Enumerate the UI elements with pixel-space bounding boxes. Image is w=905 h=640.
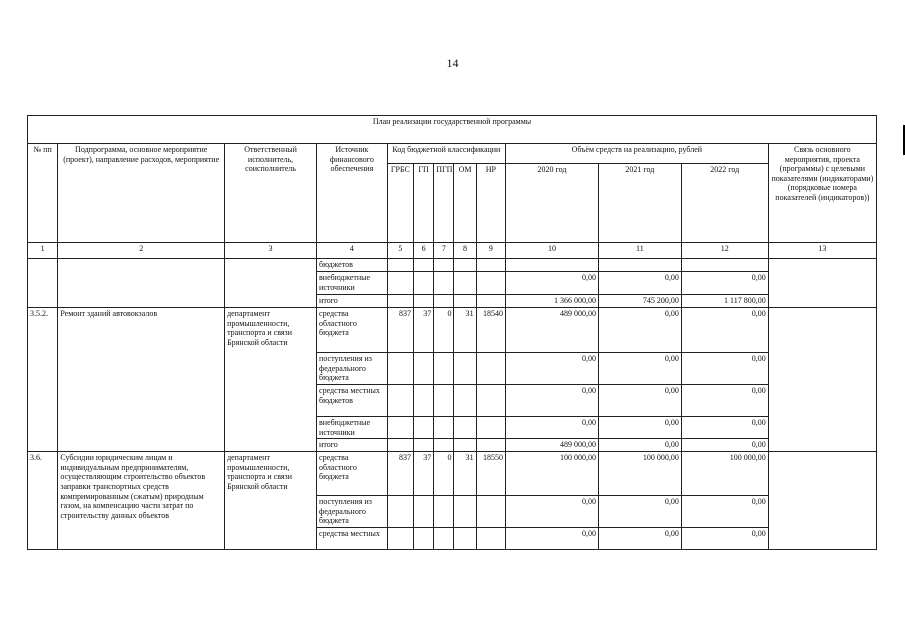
cell-source: итого (317, 295, 388, 308)
cell-2020: 100 000,00 (505, 452, 598, 496)
cell-grbs: 837 (387, 308, 413, 353)
cell-2022: 0,00 (681, 308, 768, 353)
cell-2021: 0,00 (598, 353, 681, 385)
cell-2022: 0,00 (681, 527, 768, 549)
cell-gp (414, 272, 434, 295)
cell-om: 31 (454, 308, 476, 353)
cell-grbs: 837 (387, 452, 413, 496)
cell-pgp: 0 (434, 452, 454, 496)
col-num: 9 (476, 243, 505, 259)
cell-pgp (434, 385, 454, 417)
cell-source: внебюджетные источники (317, 417, 388, 439)
cell-grbs (387, 259, 413, 272)
cell-source: внебюджетные источники (317, 272, 388, 295)
cell-2022: 0,00 (681, 353, 768, 385)
cell-grbs (387, 496, 413, 528)
cell-2022: 0,00 (681, 496, 768, 528)
cell-gp (414, 439, 434, 452)
cell-2020: 0,00 (505, 496, 598, 528)
cell-source: итого (317, 439, 388, 452)
cell-grbs (387, 353, 413, 385)
cell-grbs (387, 527, 413, 549)
cell-om: 31 (454, 452, 476, 496)
cell-2020: 489 000,00 (505, 308, 598, 353)
cell-nr (476, 353, 505, 385)
cell-om (454, 353, 476, 385)
cell-2020 (505, 259, 598, 272)
cell-num (28, 259, 58, 308)
cell-nr (476, 496, 505, 528)
header-gp: ГП (414, 164, 434, 243)
cell-source: поступления из федерального бюджета (317, 353, 388, 385)
cell-2020: 0,00 (505, 417, 598, 439)
cell-2020: 0,00 (505, 527, 598, 549)
cell-2022: 0,00 (681, 439, 768, 452)
table-row (28, 452, 877, 496)
cell-nr (476, 272, 505, 295)
cell-pgp (434, 295, 454, 308)
table-row (28, 308, 877, 353)
cell-nr (476, 439, 505, 452)
cell-pgp (434, 259, 454, 272)
cell-source: средства областного бюджета (317, 452, 388, 496)
cell-link (768, 259, 876, 308)
cell-2022 (681, 259, 768, 272)
header-source: Источник финансового обеспечения (317, 144, 388, 243)
col-num: 5 (387, 243, 413, 259)
cell-source: средства местных (317, 527, 388, 549)
cell-2021: 745 200,00 (598, 295, 681, 308)
header-nr: НР (476, 164, 505, 243)
cell-2022: 0,00 (681, 385, 768, 417)
col-num: 2 (58, 243, 225, 259)
cell-om (454, 385, 476, 417)
cell-link (768, 452, 876, 550)
header-program: Подпрограмма, основное мероприятие (проект), направление расходов, мероприятие (58, 144, 225, 243)
table-row (28, 259, 877, 272)
cell-program: Ремонт зданий автовокзалов (58, 308, 225, 452)
cell-2021: 0,00 (598, 417, 681, 439)
plan-title-row (28, 116, 877, 144)
cell-gp (414, 259, 434, 272)
cell-2021: 0,00 (598, 496, 681, 528)
cell-nr (476, 259, 505, 272)
cell-gp (414, 353, 434, 385)
col-num: 6 (414, 243, 434, 259)
col-num: 13 (768, 243, 876, 259)
cell-pgp (434, 417, 454, 439)
cell-gp: 37 (414, 308, 434, 353)
cell-om (454, 295, 476, 308)
cell-grbs (387, 385, 413, 417)
header-2021: 2021 год (598, 164, 681, 243)
header-pgp: ПГП (434, 164, 454, 243)
program-plan-table (27, 115, 877, 550)
header-link: Связь основного мероприятия, проекта (программы) с целевыми показателями (индикаторами) (порядковые номера показателей (индикаторов)) (768, 144, 876, 243)
cell-2022: 1 117 800,00 (681, 295, 768, 308)
cell-nr (476, 527, 505, 549)
header-row-1 (28, 144, 877, 164)
cell-responsible: департамент промышленности, транспорта и связи Брянской области (225, 452, 317, 550)
col-num: 11 (598, 243, 681, 259)
cell-nr (476, 417, 505, 439)
cell-2021: 0,00 (598, 272, 681, 295)
cell-source: средства областного бюджета (317, 308, 388, 353)
cell-2021: 0,00 (598, 308, 681, 353)
cell-nr (476, 295, 505, 308)
col-num: 7 (434, 243, 454, 259)
cell-responsible (225, 259, 317, 308)
cell-gp (414, 385, 434, 417)
col-num: 8 (454, 243, 476, 259)
cell-pgp (434, 439, 454, 452)
cell-2022: 100 000,00 (681, 452, 768, 496)
cell-2020: 0,00 (505, 272, 598, 295)
cell-pgp: 0 (434, 308, 454, 353)
cell-pgp (434, 272, 454, 295)
cell-source: бюджетов (317, 259, 388, 272)
cell-om (454, 496, 476, 528)
cell-nr: 18540 (476, 308, 505, 353)
cell-2021: 0,00 (598, 527, 681, 549)
cell-source: поступления из федерального бюджета (317, 496, 388, 528)
cell-2020: 0,00 (505, 385, 598, 417)
header-2020: 2020 год (505, 164, 598, 243)
cell-num: 3.6. (28, 452, 58, 550)
cell-gp (414, 417, 434, 439)
cell-om (454, 527, 476, 549)
cell-2022: 0,00 (681, 272, 768, 295)
cell-2022: 0,00 (681, 417, 768, 439)
cell-gp: 37 (414, 452, 434, 496)
cell-grbs (387, 272, 413, 295)
cell-program: Субсидии юридическим лицам и индивидуальным предпринимателям, осуществляющим строительство объектов заправки транспортных средств компримированным (сжатым) природным газом, на компенсацию части затрат по строительству данных объектов (58, 452, 225, 550)
cell-grbs (387, 417, 413, 439)
header-budget-code: Код бюджетной классификации (387, 144, 505, 164)
cell-num: 3.5.2. (28, 308, 58, 452)
cell-2020: 0,00 (505, 353, 598, 385)
cell-grbs (387, 439, 413, 452)
cell-om (454, 417, 476, 439)
col-num: 10 (505, 243, 598, 259)
cell-2021: 0,00 (598, 385, 681, 417)
col-num: 3 (225, 243, 317, 259)
cell-gp (414, 496, 434, 528)
cell-nr (476, 385, 505, 417)
col-num: 1 (28, 243, 58, 259)
cell-2021 (598, 259, 681, 272)
cell-2021: 100 000,00 (598, 452, 681, 496)
cell-nr: 18550 (476, 452, 505, 496)
cell-pgp (434, 496, 454, 528)
cell-gp (414, 527, 434, 549)
cell-link (768, 308, 876, 452)
col-num: 12 (681, 243, 768, 259)
table-title: План реализации государственной программы (28, 116, 877, 144)
col-num: 4 (317, 243, 388, 259)
header-responsible: Ответственный исполнитель, соисполнитель (225, 144, 317, 243)
cell-pgp (434, 353, 454, 385)
header-grbs: ГРБС (387, 164, 413, 243)
cell-om (454, 259, 476, 272)
cell-2020: 1 366 000,00 (505, 295, 598, 308)
cell-om (454, 439, 476, 452)
page-number: 14 (446, 56, 459, 70)
cell-2021: 0,00 (598, 439, 681, 452)
cell-2020: 489 000,00 (505, 439, 598, 452)
header-volume: Объём средств на реализацию, рублей (505, 144, 768, 164)
cell-om (454, 272, 476, 295)
cell-responsible: департамент промышленности, транспорта и связи Брянской области (225, 308, 317, 452)
header-2022: 2022 год (681, 164, 768, 243)
header-om: ОМ (454, 164, 476, 243)
cell-grbs (387, 295, 413, 308)
cell-source: средства местных бюджетов (317, 385, 388, 417)
column-numbers-row (28, 243, 877, 259)
cell-gp (414, 295, 434, 308)
header-num: № пп (28, 144, 58, 243)
cell-program (58, 259, 225, 308)
cell-pgp (434, 527, 454, 549)
